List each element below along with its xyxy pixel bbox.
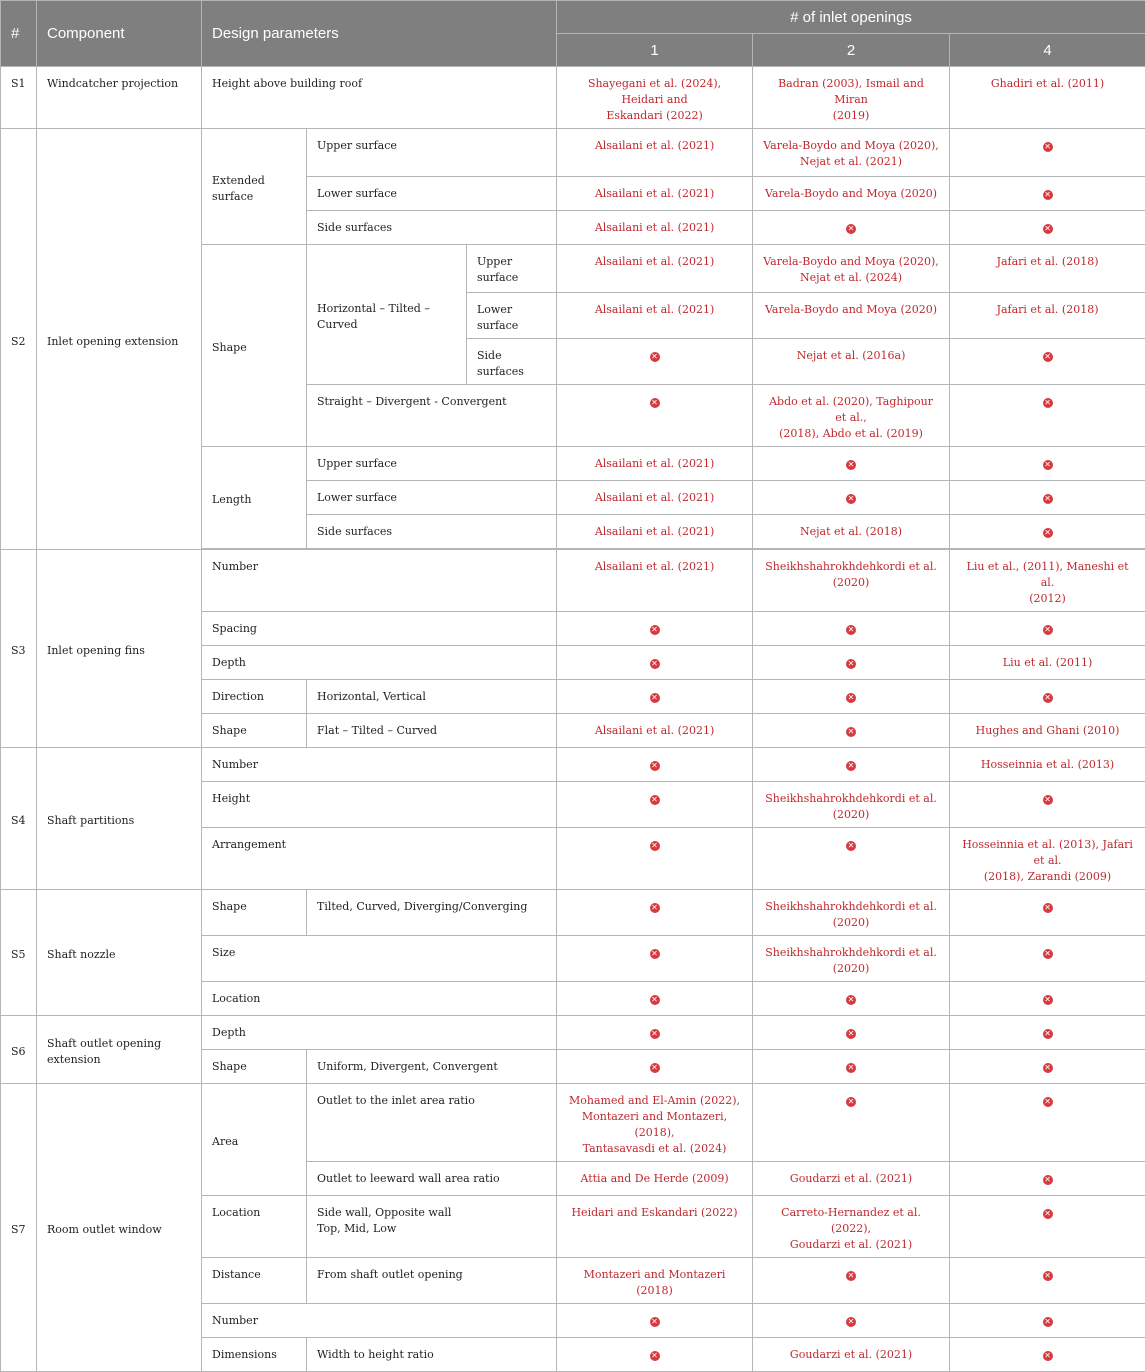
reference-cell	[753, 245, 950, 293]
component-name: Windcatcher projection	[37, 67, 202, 129]
absent-cell	[557, 1050, 753, 1084]
parameter-label: Lower surface	[307, 481, 557, 515]
absent-cell	[950, 782, 1145, 828]
x-circle-icon: ✕	[650, 841, 660, 851]
component-name: Inlet opening fins	[37, 550, 202, 748]
reference-cell: Alsailani et al. (2021)	[557, 481, 753, 515]
x-circle-icon: ✕	[1043, 398, 1053, 408]
reference-cell: Hosseinnia et al. (2013)	[950, 748, 1145, 782]
header-col-4: 4	[950, 34, 1145, 67]
reference-cell: Alsailani et al. (2021)	[557, 550, 753, 612]
parameter-subgroup: Horizontal – Tilted – Curved	[307, 245, 467, 385]
absent-cell	[557, 1304, 753, 1338]
parameter-sublabel: From shaft outlet opening	[307, 1258, 557, 1304]
reference-text: Eskandari (2022)	[567, 108, 742, 124]
reference-cell: Alsailani et al. (2021)	[557, 211, 753, 245]
absent-cell	[950, 447, 1145, 481]
reference-text: Tantasavasdi et al. (2024)	[567, 1141, 742, 1157]
absent-cell	[950, 612, 1145, 646]
reference-text: Hosseinnia et al. (2013), Jafari et al.	[960, 837, 1135, 869]
parameter-sublabel: Flat – Tilted – Curved	[307, 714, 557, 748]
section-id: S5	[1, 890, 37, 1016]
absent-cell	[557, 890, 753, 936]
reference-cell: Alsailani et al. (2021)	[557, 447, 753, 481]
absent-cell	[950, 1162, 1145, 1196]
parameter-sublabel: Width to height ratio	[307, 1338, 557, 1372]
x-circle-icon: ✕	[650, 795, 660, 805]
absent-cell	[753, 646, 950, 680]
reference-text: Shayegani et al. (2024), Heidari and	[567, 76, 742, 108]
x-circle-icon: ✕	[1043, 528, 1053, 538]
section-id: S1	[1, 67, 37, 129]
x-circle-icon: ✕	[650, 659, 660, 669]
absent-cell	[557, 1016, 753, 1050]
parameter-label: Arrangement	[202, 828, 557, 890]
absent-cell	[950, 339, 1145, 385]
reference-text: Abdo et al. (2020), Taghipour et al.,	[763, 394, 939, 426]
absent-cell	[753, 748, 950, 782]
parameter-label: Upper surface	[307, 447, 557, 481]
table-row	[1, 129, 1145, 177]
parameter-label: Upper surface	[467, 245, 557, 293]
absent-cell	[557, 982, 753, 1016]
x-circle-icon: ✕	[846, 1029, 856, 1039]
parameter-group: Area	[202, 1084, 307, 1196]
parameter-label: Height	[202, 782, 557, 828]
reference-cell: Hughes and Ghani (2010)	[950, 714, 1145, 748]
component-name: Inlet opening extension	[37, 129, 202, 550]
absent-cell	[753, 211, 950, 245]
parameter-label: Spacing	[202, 612, 557, 646]
x-circle-icon: ✕	[846, 659, 856, 669]
parameter-label: Upper surface	[307, 129, 557, 177]
x-circle-icon: ✕	[1043, 1271, 1053, 1281]
reference-cell: Alsailani et al. (2021)	[557, 177, 753, 211]
x-circle-icon: ✕	[846, 761, 856, 771]
reference-cell: Montazeri and Montazeri (2018)	[557, 1258, 753, 1304]
parameter-label: Size	[202, 936, 557, 982]
absent-cell	[950, 481, 1145, 515]
reference-cell: Varela-Boydo and Moya (2020)	[753, 293, 950, 339]
x-circle-icon: ✕	[846, 693, 856, 703]
reference-cell: Alsailani et al. (2021)	[557, 515, 753, 549]
absent-cell	[753, 1258, 950, 1304]
x-circle-icon: ✕	[1043, 1175, 1053, 1185]
parameter-label: Side surfaces	[307, 515, 557, 549]
x-circle-icon: ✕	[1043, 190, 1053, 200]
reference-text: Montazeri and Montazeri, (2018),	[567, 1109, 742, 1141]
parameter-label: Distance	[202, 1258, 307, 1304]
absent-cell	[753, 982, 950, 1016]
parameter-sublabel-line: Top, Mid, Low	[317, 1221, 546, 1237]
x-circle-icon: ✕	[846, 625, 856, 635]
x-circle-icon: ✕	[1043, 795, 1053, 805]
x-circle-icon: ✕	[846, 995, 856, 1005]
parameter-sublabel: Horizontal, Vertical	[307, 680, 557, 714]
parameter-label: Shape	[202, 1050, 307, 1084]
x-circle-icon: ✕	[650, 903, 660, 913]
reference-cell: Alsailani et al. (2021)	[557, 245, 753, 293]
x-circle-icon: ✕	[846, 1097, 856, 1107]
absent-cell	[753, 680, 950, 714]
parameter-sublabel	[307, 1196, 557, 1258]
absent-cell	[753, 481, 950, 515]
reference-cell: Liu et al. (2011)	[950, 646, 1145, 680]
table-row	[1, 890, 1145, 936]
reference-text: Varela-Boydo and Moya (2020),	[763, 254, 939, 270]
x-circle-icon: ✕	[1043, 625, 1053, 635]
parameter-group: Length	[202, 447, 307, 549]
header-component: Component	[37, 1, 202, 67]
parameter-label: Side surfaces	[467, 339, 557, 385]
header-design-parameters: Design parameters	[202, 1, 557, 67]
absent-cell	[557, 339, 753, 385]
absent-cell	[753, 828, 950, 890]
absent-cell	[950, 936, 1145, 982]
table-row	[1, 67, 1145, 129]
absent-cell	[557, 646, 753, 680]
parameter-label: Shape	[202, 890, 307, 936]
reference-cell: Sheikhshahrokhdehkordi et al. (2020)	[753, 782, 950, 828]
reference-cell: Sheikhshahrokhdehkordi et al. (2020)	[753, 550, 950, 612]
component-name: Room outlet window	[37, 1084, 202, 1372]
x-circle-icon: ✕	[846, 460, 856, 470]
reference-text: Nejat et al. (2024)	[763, 270, 939, 286]
x-circle-icon: ✕	[1043, 460, 1053, 470]
parameter-label: Dimensions	[202, 1338, 307, 1372]
absent-cell	[557, 828, 753, 890]
x-circle-icon: ✕	[1043, 903, 1053, 913]
section-id: S7	[1, 1084, 37, 1372]
parameter-label: Location	[202, 1196, 307, 1258]
reference-cell: Alsailani et al. (2021)	[557, 129, 753, 177]
absent-cell	[950, 1050, 1145, 1084]
x-circle-icon: ✕	[650, 1351, 660, 1361]
header-number: #	[1, 1, 37, 67]
x-circle-icon: ✕	[846, 841, 856, 851]
section-id: S6	[1, 1016, 37, 1084]
x-circle-icon: ✕	[1043, 1351, 1053, 1361]
section-id: S3	[1, 550, 37, 748]
reference-cell	[753, 129, 950, 177]
absent-cell	[950, 982, 1145, 1016]
parameter-label: Height above building roof	[202, 67, 557, 129]
x-circle-icon: ✕	[650, 1063, 660, 1073]
reference-text: Carreto-Hernandez et al. (2022),	[763, 1205, 939, 1237]
parameter-group: Extended surface	[202, 129, 307, 245]
x-circle-icon: ✕	[650, 398, 660, 408]
x-circle-icon: ✕	[846, 1271, 856, 1281]
header-col-1: 1	[557, 34, 753, 67]
parameter-label: Number	[202, 748, 557, 782]
x-circle-icon: ✕	[650, 1029, 660, 1039]
table-row	[1, 1084, 1145, 1162]
reference-cell	[557, 67, 753, 129]
x-circle-icon: ✕	[1043, 494, 1053, 504]
reference-cell	[557, 1084, 753, 1162]
absent-cell	[753, 714, 950, 748]
parameter-sublabel: Outlet to the inlet area ratio	[307, 1084, 557, 1162]
parameter-label: Number	[202, 1304, 557, 1338]
x-circle-icon: ✕	[1043, 995, 1053, 1005]
x-circle-icon: ✕	[846, 224, 856, 234]
parameter-label: Depth	[202, 1016, 557, 1050]
parameter-label: Side surfaces	[307, 211, 557, 245]
x-circle-icon: ✕	[846, 727, 856, 737]
x-circle-icon: ✕	[1043, 1029, 1053, 1039]
x-circle-icon: ✕	[1043, 1317, 1053, 1327]
x-circle-icon: ✕	[1043, 142, 1053, 152]
x-circle-icon: ✕	[1043, 693, 1053, 703]
parameter-label: Lower surface	[307, 177, 557, 211]
parameter-label: Straight – Divergent - Convergent	[307, 385, 557, 447]
parameter-label: Direction	[202, 680, 307, 714]
reference-cell	[753, 67, 950, 129]
absent-cell	[950, 1258, 1145, 1304]
absent-cell	[557, 748, 753, 782]
table-row	[1, 1016, 1145, 1050]
parameter-label: Shape	[202, 714, 307, 748]
absent-cell	[950, 1016, 1145, 1050]
absent-cell	[950, 177, 1145, 211]
absent-cell	[950, 1338, 1145, 1372]
parameter-label: Number	[202, 550, 557, 612]
component-name: Shaft outlet opening extension	[37, 1016, 202, 1084]
reference-cell: Goudarzi et al. (2021)	[753, 1338, 950, 1372]
table-row	[1, 550, 1145, 612]
absent-cell	[950, 890, 1145, 936]
x-circle-icon: ✕	[846, 1317, 856, 1327]
reference-text: Mohamed and El-Amin (2022),	[567, 1093, 742, 1109]
header-col-2: 2	[753, 34, 950, 67]
x-circle-icon: ✕	[1043, 224, 1053, 234]
parameter-label: Location	[202, 982, 557, 1016]
absent-cell	[950, 680, 1145, 714]
x-circle-icon: ✕	[650, 625, 660, 635]
x-circle-icon: ✕	[650, 352, 660, 362]
reference-text: Liu et al., (2011), Maneshi et al.	[960, 559, 1135, 591]
reference-cell: Nejat et al. (2016a)	[753, 339, 950, 385]
absent-cell	[950, 129, 1145, 177]
absent-cell	[753, 447, 950, 481]
header-inlet-openings: # of inlet openings	[557, 1, 1145, 34]
reference-cell	[950, 828, 1145, 890]
component-name: Shaft partitions	[37, 748, 202, 890]
reference-text: (2012)	[960, 591, 1135, 607]
absent-cell	[753, 1016, 950, 1050]
absent-cell	[950, 1304, 1145, 1338]
reference-cell: Varela-Boydo and Moya (2020)	[753, 177, 950, 211]
absent-cell	[753, 612, 950, 646]
absent-cell	[557, 936, 753, 982]
reference-text: (2018), Zarandi (2009)	[960, 869, 1135, 885]
reference-cell: Ghadiri et al. (2011)	[950, 67, 1145, 129]
reference-text: Badran (2003), Ismail and Miran	[763, 76, 939, 108]
reference-text: Goudarzi et al. (2021)	[763, 1237, 939, 1253]
reference-cell	[950, 550, 1145, 612]
reference-cell: Jafari et al. (2018)	[950, 293, 1145, 339]
reference-cell: Alsailani et al. (2021)	[557, 293, 753, 339]
x-circle-icon: ✕	[846, 494, 856, 504]
parameter-label: Lower surface	[467, 293, 557, 339]
reference-cell	[753, 385, 950, 447]
absent-cell	[950, 1196, 1145, 1258]
parameter-group: Shape	[202, 245, 307, 447]
x-circle-icon: ✕	[1043, 1209, 1053, 1219]
reference-text: (2019)	[763, 108, 939, 124]
parameter-sublabel: Outlet to leeward wall area ratio	[307, 1162, 557, 1196]
absent-cell	[557, 1338, 753, 1372]
x-circle-icon: ✕	[1043, 949, 1053, 959]
absent-cell	[557, 680, 753, 714]
reference-cell: Nejat et al. (2018)	[753, 515, 950, 549]
reference-cell: Heidari and Eskandari (2022)	[557, 1196, 753, 1258]
x-circle-icon: ✕	[650, 761, 660, 771]
absent-cell	[753, 1050, 950, 1084]
reference-cell: Attia and De Herde (2009)	[557, 1162, 753, 1196]
reference-cell: Jafari et al. (2018)	[950, 245, 1145, 293]
x-circle-icon: ✕	[650, 949, 660, 959]
parameter-sublabel: Uniform, Divergent, Convergent	[307, 1050, 557, 1084]
x-circle-icon: ✕	[650, 995, 660, 1005]
x-circle-icon: ✕	[1043, 1063, 1053, 1073]
reference-cell: Goudarzi et al. (2021)	[753, 1162, 950, 1196]
reference-text: Nejat et al. (2021)	[763, 154, 939, 170]
reference-cell: Alsailani et al. (2021)	[557, 714, 753, 748]
absent-cell	[753, 1304, 950, 1338]
parameter-label: Depth	[202, 646, 557, 680]
reference-cell: Sheikhshahrokhdehkordi et al. (2020)	[753, 936, 950, 982]
table-row	[1, 748, 1145, 782]
absent-cell	[950, 385, 1145, 447]
x-circle-icon: ✕	[1043, 352, 1053, 362]
section-id: S4	[1, 748, 37, 890]
reference-text: (2018), Abdo et al. (2019)	[763, 426, 939, 442]
absent-cell	[557, 782, 753, 828]
absent-cell	[753, 1084, 950, 1162]
parameter-sublabel: Tilted, Curved, Diverging/Converging	[307, 890, 557, 936]
absent-cell	[557, 385, 753, 447]
x-circle-icon: ✕	[846, 1063, 856, 1073]
x-circle-icon: ✕	[650, 1317, 660, 1327]
reference-cell: Sheikhshahrokhdehkordi et al. (2020)	[753, 890, 950, 936]
absent-cell	[950, 211, 1145, 245]
x-circle-icon: ✕	[1043, 1097, 1053, 1107]
parameter-sublabel-line: Side wall, Opposite wall	[317, 1205, 546, 1221]
x-circle-icon: ✕	[650, 693, 660, 703]
reference-cell	[753, 1196, 950, 1258]
section-id: S2	[1, 129, 37, 550]
reference-text: Varela-Boydo and Moya (2020),	[763, 138, 939, 154]
absent-cell	[557, 612, 753, 646]
absent-cell	[950, 1084, 1145, 1162]
absent-cell	[950, 515, 1145, 549]
component-name: Shaft nozzle	[37, 890, 202, 1016]
